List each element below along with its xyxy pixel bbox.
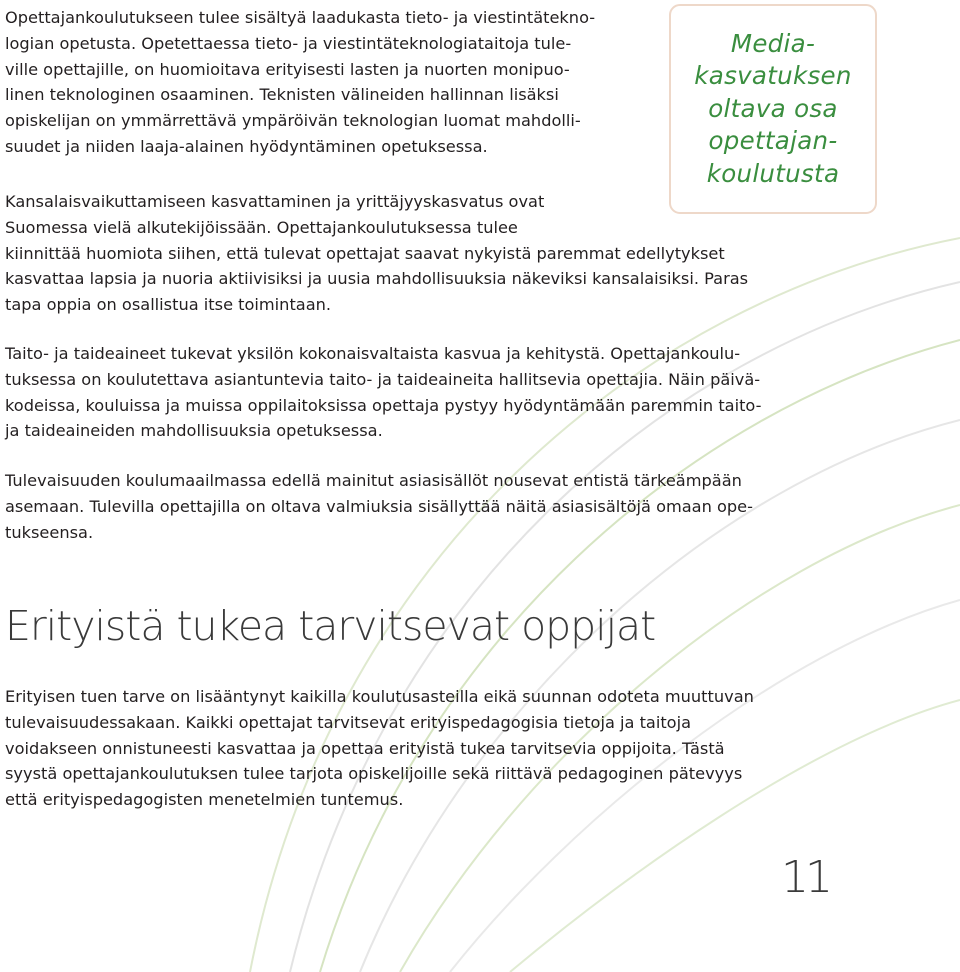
paragraph-citizenship (5, 189, 748, 318)
callout-box (669, 4, 877, 214)
paragraph-special-support (5, 684, 754, 813)
callout-line: kasvatuksen (694, 61, 852, 91)
paragraph-line: kasvattaa lapsia ja nuoria aktiivisiksi ja uusia mahdollisuuksia näkeviksi kansalaisiksi. Paras (5, 269, 749, 289)
paragraph-line: Opettajankoulutukseen tulee sisältyä laadukasta tieto- ja viestintätekno- (5, 8, 596, 27)
paragraph-line: tukseensa. (5, 522, 94, 542)
paragraph-line: Tulevaisuuden koulumaailmassa edellä mainitut asiasisällöt nousevat entistä tärkeämpään (5, 471, 742, 490)
callout-line: opettajan- (708, 126, 838, 156)
paragraph-line: logian opetusta. Opetettaessa tieto- ja viestintäteknologiataitoja tule- (5, 33, 572, 53)
paragraph-line: Suomessa vielä alkutekijöissään. Opettajankoulutuksessa tulee (5, 217, 518, 237)
paragraph-future (5, 468, 753, 545)
paragraph-line: ja taideaineiden mahdollisuuksia opetuksessa. (5, 421, 383, 441)
paragraph-line: että erityispedagogisten menetelmien tuntemus. (5, 790, 404, 810)
paragraph-line: linen teknologinen osaaminen. Teknisten välineiden hallinnan lisäksi (5, 85, 559, 105)
paragraph-line: syystä opettajankoulutuksen tulee tarjota opiskelijoille sekä riittävä pedagoginen pätevyys (5, 764, 743, 784)
paragraph-line: kodeissa, kouluissa ja muissa oppilaitoksissa opettaja pystyy hyödyntämään paremmin taito- (5, 395, 762, 415)
paragraph-line: Taito- ja taideaineet tukevat yksilön kokonaisvaltaista kasvua ja kehitystä. Opettajankoulu- (5, 344, 741, 363)
paragraph-technology (5, 5, 595, 160)
section-heading: Erityistä tukea tarvitsevat oppijat (5, 602, 656, 650)
callout-line: oltava osa (708, 93, 838, 123)
paragraph-line: ville opettajille, on huomioitava erityisesti lasten ja nuorten monipuo- (5, 59, 570, 79)
paragraph-line: tapa oppia on osallistua itse toimintaan. (5, 295, 332, 315)
page-number: 11 (781, 852, 829, 903)
paragraph-line: tuksessa on koulutettava asiantuntevia taito- ja taideaineita hallitsevia opettajia. Näin päivä- (5, 369, 761, 389)
callout-text (694, 28, 851, 191)
paragraph-line: tulevaisuudessakaan. Kaikki opettajat tarvitsevat erityispedagogisia tietoja ja taitoja (5, 712, 692, 732)
paragraph-line: opiskelijan on ymmärrettävä ympäröivän teknologian luomat mahdolli- (5, 111, 581, 131)
paragraph-line: kiinnittää huomiota siihen, että tulevat opettajat saavat nykyistä paremmat edellytykset (5, 243, 725, 263)
paragraph-line: asemaan. Tulevilla opettajilla on oltava valmiuksia sisällyttää näitä asiasisältöjä omaan ope- (5, 496, 753, 516)
callout-line: Media- (730, 28, 816, 58)
paragraph-line: Kansalaisvaikuttamiseen kasvattaminen ja yrittäjyyskasvatus ovat (5, 192, 545, 211)
paragraph-line: voidakseen onnistuneesti kasvattaa ja opettaa erityistä tukea tarvitsevia oppijoita. Tästä (5, 738, 725, 758)
paragraph-arts (5, 341, 761, 444)
paragraph-line: Erityisen tuen tarve on lisääntynyt kaikilla koulutusasteilla eikä suunnan odoteta muuttuvan (5, 687, 754, 706)
paragraph-line: suudet ja niiden laaja-alainen hyödyntäminen opetuksessa. (5, 136, 488, 156)
callout-line: koulutusta (706, 158, 840, 188)
